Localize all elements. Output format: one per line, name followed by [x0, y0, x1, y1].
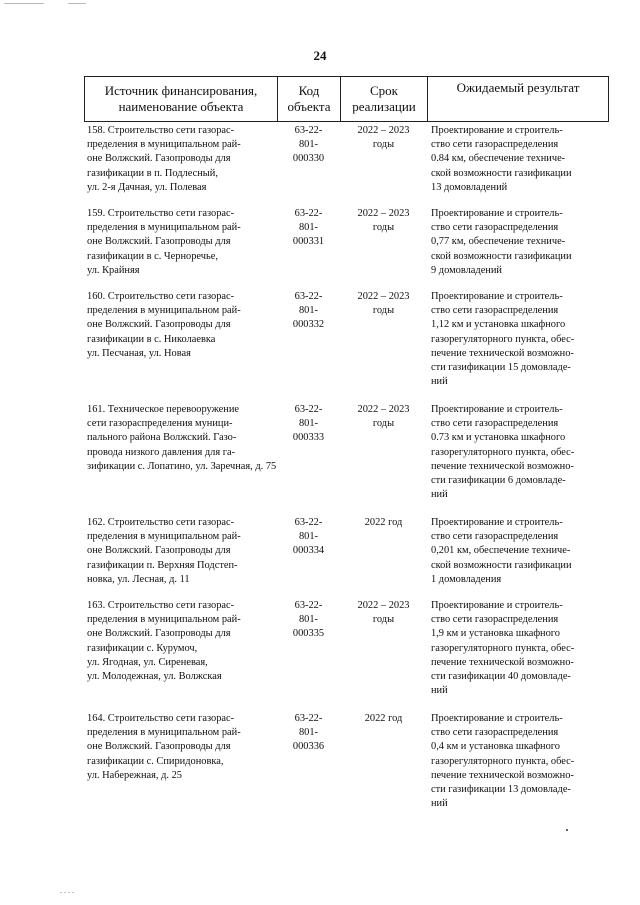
header-source-line: наименование объекта	[118, 99, 244, 114]
result-cell-line: газорегуляторного пункта, обес-	[431, 642, 575, 654]
result-cell-line: печение технической возможно-	[431, 656, 574, 668]
result-cell-line: 9 домовладений	[431, 264, 502, 276]
table-row	[84, 124, 609, 195]
source-cell-line: ул. Песчаная, ул. Новая	[87, 347, 191, 359]
result-cell-line: ской возможности газификации	[431, 250, 572, 262]
code-cell-line: 000336	[292, 741, 325, 753]
result-cell	[427, 403, 607, 502]
result-cell-line: газорегуляторного пункта, обес-	[431, 333, 575, 345]
term-cell-line: 2022 – 2023	[357, 125, 410, 136]
result-cell	[427, 599, 607, 698]
source-cell-line: 162. Строительство сети газорас-	[87, 517, 235, 528]
source-cell-line: новка, ул. Лесная, д. 11	[87, 573, 190, 585]
result-cell-line: 0.73 км и установка шкафного	[431, 432, 566, 444]
term-cell	[340, 290, 427, 389]
source-cell	[84, 712, 277, 811]
code-cell	[277, 403, 340, 502]
result-cell-line: сти газификации 6 домовладе-	[431, 475, 566, 487]
source-cell-line: газификации в п. Подлесный,	[87, 167, 218, 179]
term-cell-line: годы	[372, 614, 395, 626]
header-term-line: Срок	[369, 83, 398, 98]
result-cell-line: ний	[431, 376, 448, 388]
result-cell-line: 0,201 км, обеспечение техниче-	[431, 545, 571, 557]
term-cell-line: годы	[372, 139, 395, 151]
header-result-line: Ожидаемый результат	[456, 80, 580, 95]
result-cell-line: ство сети газораспределения	[431, 531, 559, 543]
result-cell-line: ний	[431, 798, 448, 810]
source-cell-line: оне Волжский. Газопроводы для	[87, 628, 231, 640]
source-cell-line: зификации с. Лопатино, ул. Заречная, д. 75	[87, 460, 277, 472]
source-cell-line: газификации с. Спиридоновка,	[87, 755, 224, 767]
table-row	[84, 712, 609, 811]
header-term-line: реализации	[352, 99, 416, 114]
code-cell	[277, 290, 340, 389]
code-cell-line: 63-22-	[294, 713, 323, 724]
result-cell-line: 0,77 км, обеспечение техниче-	[431, 236, 566, 248]
source-cell-line: газификации с. Курумоч,	[87, 642, 198, 654]
table-row	[84, 290, 609, 389]
code-cell	[277, 207, 340, 278]
result-cell-line: сти газификации 13 домовладе-	[431, 784, 571, 796]
header-source	[85, 77, 278, 121]
result-cell-line: Проектирование и строитель-	[431, 208, 563, 219]
source-cell-line: 158. Строительство сети газорас-	[87, 125, 235, 136]
table-row	[84, 403, 609, 502]
term-cell	[340, 403, 427, 502]
term-cell-line: 2022 – 2023	[357, 208, 410, 219]
result-cell-line: сти газификации 15 домовладе-	[431, 362, 571, 374]
source-cell-line: оне Волжский. Газопроводы для	[87, 741, 231, 753]
result-cell-line: Проектирование и строитель-	[431, 600, 563, 611]
source-cell-line: газификации п. Верхняя Подстеп-	[87, 559, 238, 571]
scan-speck	[566, 829, 568, 831]
result-cell-line: ство сети газораспределения	[431, 222, 559, 234]
header-source-line: Источник финансирования,	[104, 83, 258, 98]
code-cell-line: 000331	[292, 236, 325, 248]
result-cell	[427, 124, 607, 195]
code-cell-line: 000334	[292, 545, 325, 557]
header-code-line: Код	[298, 83, 320, 98]
result-cell-line: 1,9 км и установка шкафного	[431, 628, 561, 640]
result-cell	[427, 516, 607, 587]
code-cell-line: 63-22-	[294, 208, 323, 219]
source-cell-line: пределения в муниципальном рай-	[87, 727, 241, 739]
result-cell-line: ской возможности газификации	[431, 167, 572, 179]
term-cell-line: 2022 – 2023	[357, 404, 410, 415]
code-cell-line: 801-	[298, 418, 319, 430]
result-cell-line: ство сети газораспределения	[431, 727, 559, 739]
source-cell-line: пределения в муниципальном рай-	[87, 305, 241, 317]
code-cell-line: 63-22-	[294, 600, 323, 611]
result-cell-line: газорегуляторного пункта, обес-	[431, 446, 575, 458]
header-result	[428, 77, 608, 121]
header-code-line: объекта	[287, 99, 331, 114]
result-cell-line: 0.84 км, обеспечение техниче-	[431, 153, 566, 165]
code-cell-line: 63-22-	[294, 404, 323, 415]
code-cell-line: 000330	[292, 153, 325, 165]
code-cell	[277, 516, 340, 587]
code-cell-line: 801-	[298, 727, 319, 739]
result-cell-line: ство сети газораспределения	[431, 139, 559, 151]
source-cell	[84, 403, 277, 502]
term-cell-line: годы	[372, 418, 395, 430]
source-cell-line: оне Волжский. Газопроводы для	[87, 236, 231, 248]
source-cell-line: 164. Строительство сети газорас-	[87, 713, 235, 724]
term-cell-line: годы	[372, 305, 395, 317]
code-cell-line: 63-22-	[294, 291, 323, 302]
source-cell-line: ул. Крайняя	[87, 264, 140, 276]
source-cell-line: газификации в с. Николаевка	[87, 333, 216, 345]
source-cell-line: 161. Техническое перевооружение	[87, 404, 239, 415]
result-cell-line: ство сети газораспределения	[431, 418, 559, 430]
term-cell	[340, 599, 427, 698]
code-cell-line: 801-	[298, 531, 319, 543]
result-cell-line: газорегуляторного пункта, обес-	[431, 755, 575, 767]
result-cell-line: печение технической возможно-	[431, 347, 574, 359]
source-cell-line: газификации в с. Черноречье,	[87, 250, 218, 262]
source-cell-line: ул. Молодежная, ул. Волжская	[87, 671, 222, 683]
source-cell-line: 163. Строительство сети газорас-	[87, 600, 235, 611]
source-cell-line: ул. 2-я Дачная, ул. Полевая	[87, 181, 207, 193]
term-cell-line: 2022 год	[364, 517, 403, 528]
source-cell-line: пределения в муниципальном рай-	[87, 139, 241, 151]
page-number: 24	[313, 48, 327, 63]
code-cell-line: 63-22-	[294, 125, 323, 136]
table-row	[84, 599, 609, 698]
result-cell-line: ство сети газораспределения	[431, 614, 559, 626]
table-row	[84, 516, 609, 587]
term-cell-line: 2022 год	[364, 713, 403, 724]
result-cell-line: ний	[431, 685, 448, 697]
source-cell-line: 159. Строительство сети газорас-	[87, 208, 235, 219]
scan-artifact-line	[68, 3, 86, 4]
result-cell	[427, 712, 607, 811]
code-cell-line: 801-	[298, 305, 319, 317]
term-cell	[340, 712, 427, 811]
scan-speck: . . . .	[60, 886, 74, 895]
header-term	[341, 77, 428, 121]
result-cell-line: печение технической возможно-	[431, 769, 574, 781]
source-cell-line: сети газораспределения муници-	[87, 418, 233, 430]
source-cell	[84, 516, 277, 587]
source-cell-line: ул. Набережная, д. 25	[87, 769, 183, 781]
result-cell-line: 0,4 км и установка шкафного	[431, 741, 561, 753]
table-row	[84, 207, 609, 278]
term-cell-line: годы	[372, 222, 395, 234]
code-cell-line: 000333	[292, 432, 325, 444]
result-cell-line: 13 домовладений	[431, 181, 508, 193]
result-cell-line: Проектирование и строитель-	[431, 404, 563, 415]
code-cell-line: 801-	[298, 614, 319, 626]
term-cell	[340, 207, 427, 278]
result-cell-line: ний	[431, 489, 448, 501]
result-cell-line: 1,12 км и установка шкафного	[431, 319, 566, 331]
term-cell-line: 2022 – 2023	[357, 600, 410, 611]
result-cell-line: Проектирование и строитель-	[431, 291, 563, 302]
code-cell-line: 000332	[292, 319, 325, 331]
result-cell-line: 1 домовладения	[431, 573, 502, 585]
code-cell	[277, 124, 340, 195]
code-cell-line: 801-	[298, 222, 319, 234]
code-cell-line: 000335	[292, 628, 325, 640]
scan-artifact-line	[4, 3, 44, 4]
result-cell-line: сти газификации 40 домовладе-	[431, 671, 571, 683]
term-cell-line: 2022 – 2023	[357, 291, 410, 302]
result-cell-line: Проектирование и строитель-	[431, 713, 563, 724]
source-cell-line: ул. Ягодная, ул. Сиреневая,	[87, 656, 208, 668]
source-cell-line: оне Волжский. Газопроводы для	[87, 545, 231, 557]
source-cell-line: пределения в муниципальном рай-	[87, 531, 241, 543]
source-cell-line: провода низкого давления для га-	[87, 446, 236, 458]
result-cell-line: ской возможности газификации	[431, 559, 572, 571]
result-cell	[427, 207, 607, 278]
source-cell	[84, 124, 277, 195]
source-cell	[84, 290, 277, 389]
source-cell	[84, 207, 277, 278]
code-cell	[277, 599, 340, 698]
table-header	[84, 76, 609, 122]
source-cell-line: пределения в муниципальном рай-	[87, 222, 241, 234]
source-cell-line: пального района Волжский. Газо-	[87, 432, 237, 444]
result-cell-line: Проектирование и строитель-	[431, 517, 563, 528]
source-cell-line: оне Волжский. Газопроводы для	[87, 319, 231, 331]
result-cell	[427, 290, 607, 389]
source-cell-line: оне Волжский. Газопроводы для	[87, 153, 231, 165]
code-cell-line: 63-22-	[294, 517, 323, 528]
result-cell-line: ство сети газораспределения	[431, 305, 559, 317]
term-cell	[340, 124, 427, 195]
result-cell-line: Проектирование и строитель-	[431, 125, 563, 136]
code-cell	[277, 712, 340, 811]
result-cell-line: печение технической возможно-	[431, 460, 574, 472]
source-cell-line: пределения в муниципальном рай-	[87, 614, 241, 626]
source-cell	[84, 599, 277, 698]
code-cell-line: 801-	[298, 139, 319, 151]
header-code	[278, 77, 341, 121]
term-cell	[340, 516, 427, 587]
source-cell-line: 160. Строительство сети газорас-	[87, 291, 235, 302]
